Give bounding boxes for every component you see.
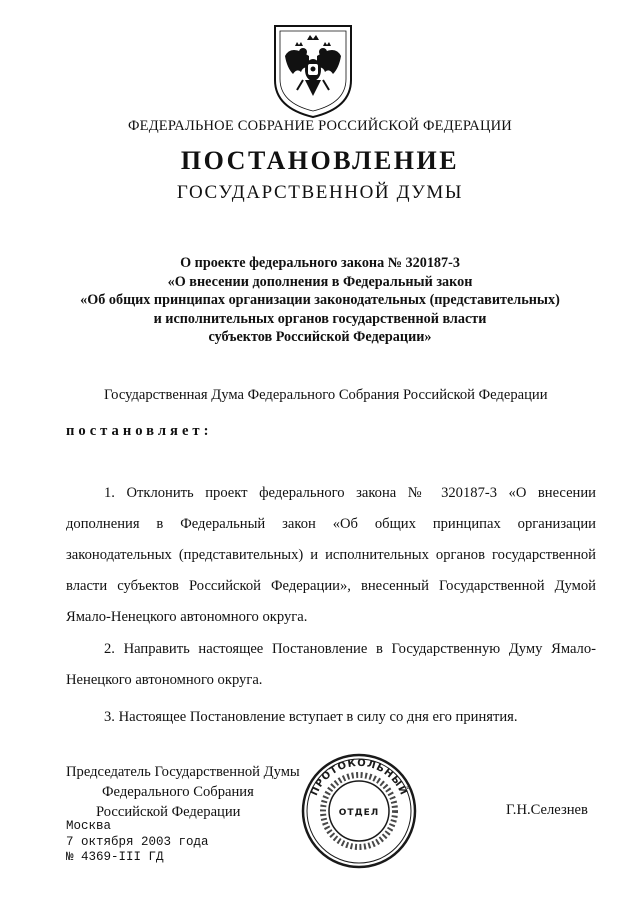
document-type: ПОСТАНОВЛЕНИЕ: [180, 146, 460, 175]
signatory-title-line: Российской Федерации: [96, 804, 241, 820]
document-subject: [0, 254, 640, 347]
svg-text:ПРОТОКОЛЬНЫЙ: [309, 758, 411, 798]
preamble-paragraph: Государственная Дума Федерального Собрания Российской Федерации: [104, 387, 548, 403]
resolution-item-3: 3. Настоящее Постановление вступает в силу со дня его принятия.: [104, 709, 518, 725]
subject-line: О проекте федерального закона № 320187-3: [180, 255, 460, 271]
meta-number: № 4369-III ГД: [66, 850, 164, 864]
meta-date: 7 октября 2003 года: [66, 834, 209, 849]
subject-line: субъектов Российской Федерации»: [208, 329, 432, 345]
issuing-body: ГОСУДАРСТВЕННОЙ ДУМЫ: [176, 182, 464, 203]
resolves-word: постановляет:: [66, 423, 213, 439]
official-stamp: [300, 752, 418, 870]
resolution-item-1: 1. Отклонить проект федерального закона № 320187-3 «О внесении дополнения в Федеральный закон «Об общих принципах организации законодательных (представительных) и исполнительных органов государственной власти субъектов Российской Федерации», внесенный Государственной Думой Ямало-Ненецкого автономного округа.: [66, 485, 596, 625]
resolution-item-2: 2. Направить настоящее Постановление в Государственную Думу Ямало-Ненецкого автономного округа.: [66, 641, 596, 688]
meta-city: Москва: [66, 819, 112, 833]
subject-line: «О внесении дополнения в Федеральный закон: [167, 273, 473, 290]
double-headed-eagle-emblem: [271, 22, 355, 120]
stamp-center-text: ОТДЕЛ: [338, 808, 380, 818]
signatory-title-line: Председатель Государственной Думы: [66, 764, 300, 780]
stamp-top-text: ПРОТОКОЛЬНЫЙ: [308, 757, 410, 798]
signatory-title: [66, 762, 300, 822]
document-meta: [66, 819, 209, 866]
signatory-name: Г.Н.Селезнев: [506, 802, 588, 818]
signatory-title-line: Федерального Собрания: [102, 784, 254, 800]
subject-line: и исполнительных органов государственной власти: [153, 310, 487, 327]
subject-line: «Об общих принципах организации законодательных (представительных): [80, 292, 560, 308]
org-name: ФЕДЕРАЛЬНОЕ СОБРАНИЕ РОССИЙСКОЙ ФЕДЕРАЦИИ: [128, 118, 512, 134]
